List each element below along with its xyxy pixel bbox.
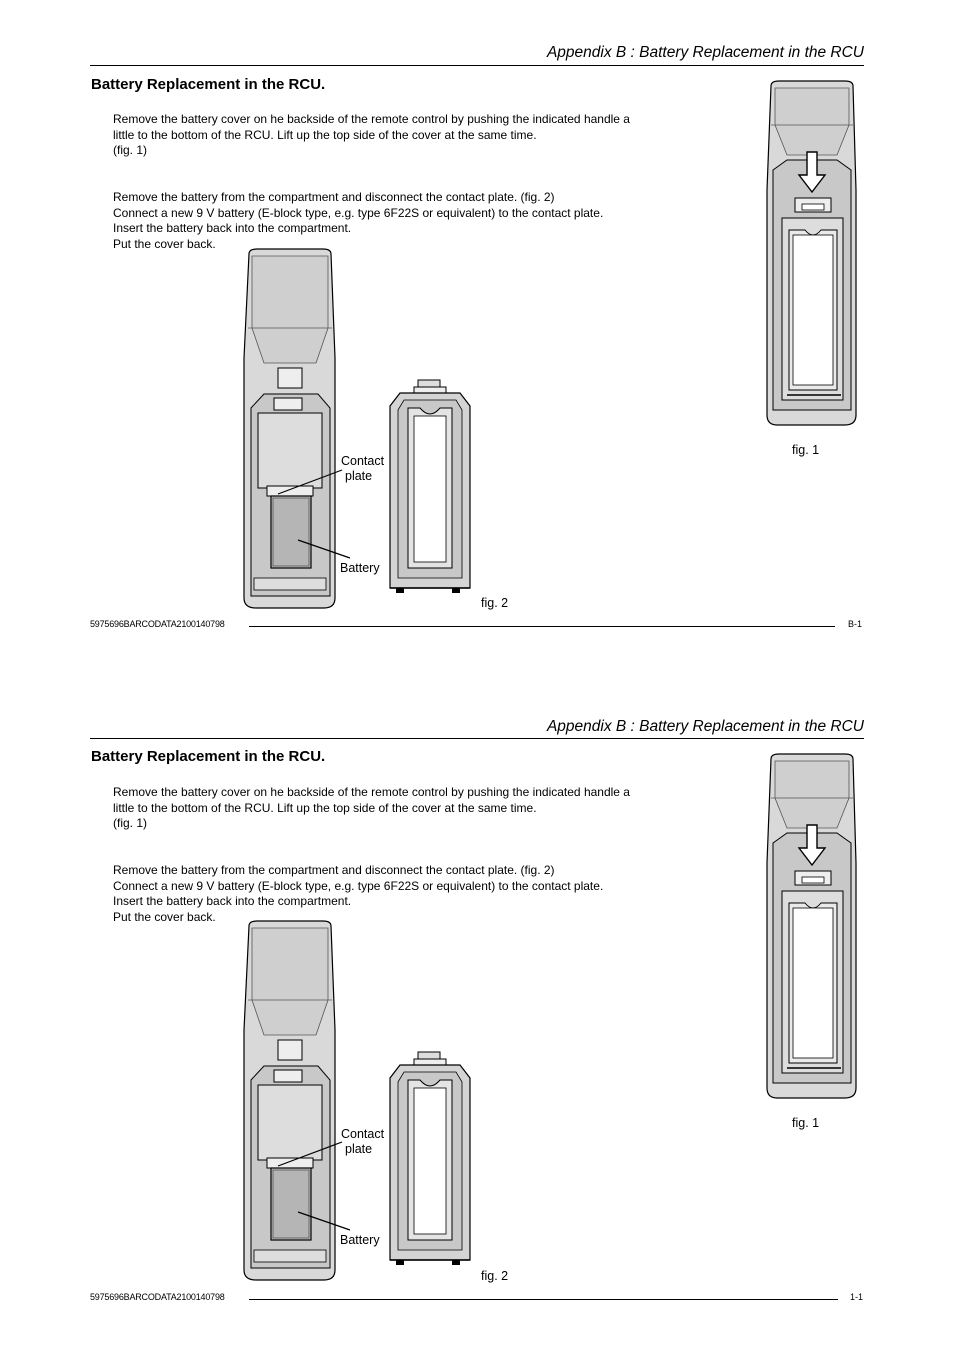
paragraph-line: (fig. 1): [113, 143, 148, 158]
section-title: Battery Replacement in the RCU.: [91, 748, 326, 765]
paragraph-line: Connect a new 9 V battery (E-block type, e.g. type 6F22S or equivalent) to the contact plate.: [113, 878, 604, 893]
paragraph-line: Remove the battery cover on he backside of the remote control by pushing the indicated handle a: [113, 112, 630, 126]
paragraph-line: Remove the battery from the compartment and disconnect the contact plate. (fig. 2): [113, 190, 555, 204]
paragraph-line: Connect a new 9 V battery (E-block type, e.g. type 6F22S or equivalent) to the contact plate.: [113, 205, 604, 220]
paragraph-line: Put the cover back.: [113, 909, 216, 924]
header-rule: [90, 738, 864, 739]
page-1: [0, 0, 954, 672]
footer-page-number: B-1: [848, 619, 863, 629]
paragraph-line: (fig. 1): [113, 816, 148, 831]
page-2: [0, 672, 954, 1344]
instruction-paragraph-1: [113, 785, 673, 832]
remote-back-figure-1: [765, 80, 860, 432]
paragraph-line: Insert the battery back into the compartment.: [113, 894, 352, 909]
footer-rule: [249, 1299, 838, 1300]
callout-line: plate: [345, 1142, 373, 1156]
paragraph-line: Remove the battery from the compartment and disconnect the contact plate. (fig. 2): [113, 863, 555, 877]
battery-cover-figure-2: [386, 378, 474, 606]
paragraph-line: little to the bottom of the RCU. Lift up the top side of the cover at the same time.: [113, 127, 537, 142]
paragraph-line: Put the cover back.: [113, 236, 216, 251]
contact-plate-callout: [341, 454, 384, 484]
section-title: Battery Replacement in the RCU.: [91, 76, 326, 93]
footer-rule: [249, 626, 835, 627]
remote-open-figure-2: [242, 920, 338, 1282]
figure-2-label: fig. 2: [481, 596, 509, 610]
instruction-paragraph-2: [113, 190, 673, 252]
header-rule: [90, 65, 864, 66]
battery-cover-figure-2: [386, 1050, 474, 1278]
figure-2-label: fig. 2: [481, 1269, 509, 1283]
instruction-paragraph-2: [113, 863, 673, 925]
footer-code: 5975696BARCODATA2100140798: [90, 1292, 225, 1302]
remote-open-figure-2: [242, 248, 338, 610]
remote-back-figure-1: [765, 753, 860, 1105]
callout-line: plate: [345, 469, 373, 483]
paragraph-line: Insert the battery back into the compartment.: [113, 221, 352, 236]
page-header: Appendix B : Battery Replacement in the RCU: [546, 44, 864, 61]
figure-1-label: fig. 1: [792, 443, 820, 457]
callout-line: Contact: [341, 1127, 385, 1141]
instruction-paragraph-1: [113, 112, 673, 159]
battery-callout: Battery: [340, 1233, 380, 1247]
page-header: Appendix B : Battery Replacement in the RCU: [546, 718, 864, 735]
figure-1-label: fig. 1: [792, 1116, 820, 1130]
contact-plate-callout: [341, 1127, 384, 1157]
callout-line: Contact: [341, 454, 385, 468]
paragraph-line: Remove the battery cover on he backside of the remote control by pushing the indicated handle a: [113, 785, 630, 799]
battery-callout: Battery: [340, 561, 380, 575]
paragraph-line: little to the bottom of the RCU. Lift up the top side of the cover at the same time.: [113, 800, 537, 815]
footer-code: 5975696BARCODATA2100140798: [90, 619, 225, 629]
footer-page-number: 1-1: [850, 1292, 864, 1302]
